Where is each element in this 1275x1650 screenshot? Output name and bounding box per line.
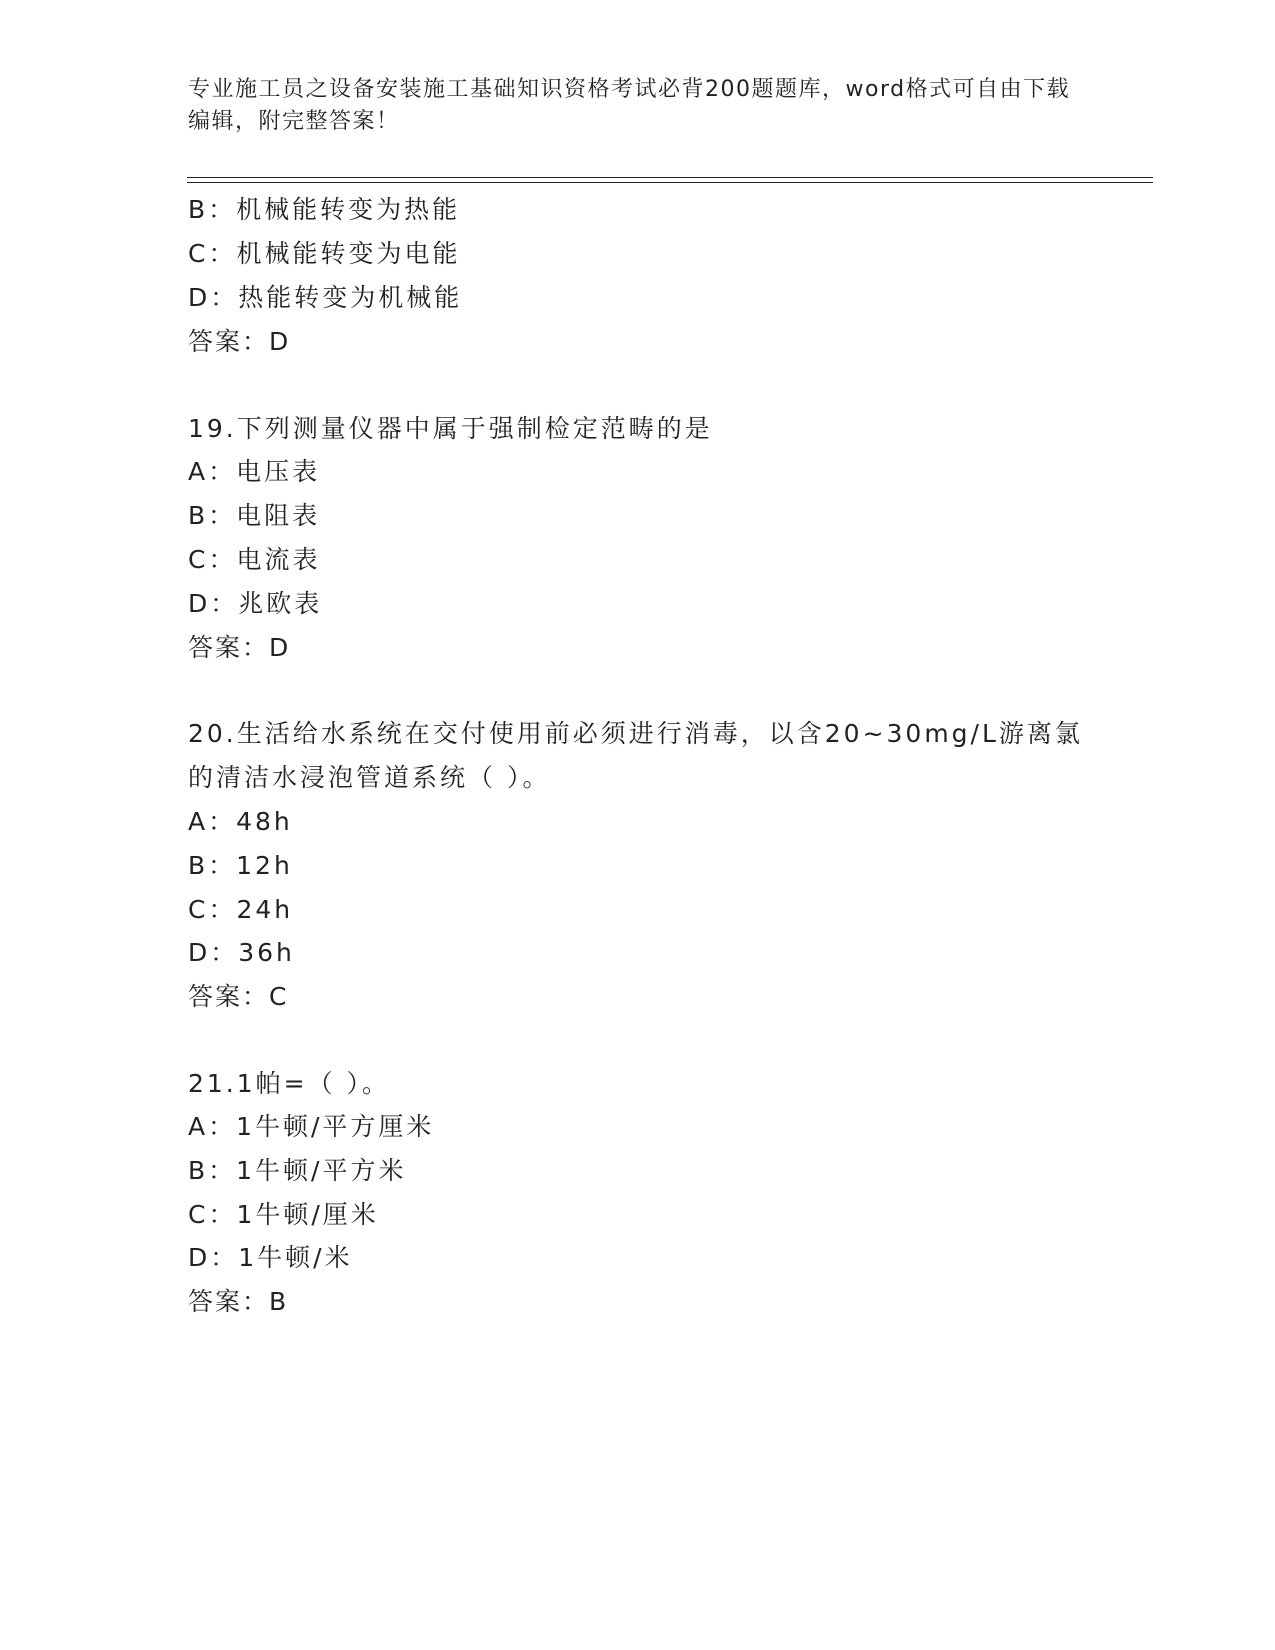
option-b: B：机械能转变为热能 [188,195,461,224]
question-stem: 19.下列测量仪器中属于强制检定范畴的是 [188,414,713,443]
option-c: C：1牛顿/厘米 [188,1200,379,1229]
question-stem: 20.生活给水系统在交付使用前必须进行消毒，以含20~30mg/L游离氯 [188,719,1083,748]
header-divider-bottom [187,182,1153,183]
option-a: A：48h [188,807,293,836]
option-c: C：电流表 [188,545,321,574]
answer-line: 答案：D [188,327,291,356]
option-d: D：36h [188,938,295,967]
option-d: D：兆欧表 [188,589,323,618]
option-d: D：热能转变为机械能 [188,283,463,312]
option-b: B：12h [188,851,293,880]
answer-line: 答案：B [188,1287,289,1316]
header-divider-top [187,177,1153,178]
option-b: B：1牛顿/平方米 [188,1156,407,1185]
document-header: 专业施工员之设备安装施工基础知识资格考试必背200题题库，word格式可自由下载编辑，附完整答案！ [188,77,1071,134]
option-a: A：1牛顿/平方厘米 [188,1112,435,1141]
option-b: B：电阻表 [188,501,321,530]
question-stem: 21.1帕=（ ）。 [188,1069,391,1098]
question-stem-continued: 的清洁水浸泡管道系统（ ）。 [188,763,551,792]
answer-line: 答案：C [188,982,289,1011]
option-c: C：机械能转变为电能 [188,239,461,268]
option-a: A：电压表 [188,457,321,486]
answer-line: 答案：D [188,633,291,662]
option-c: C：24h [188,895,294,924]
option-d: D：1牛顿/米 [188,1243,353,1272]
